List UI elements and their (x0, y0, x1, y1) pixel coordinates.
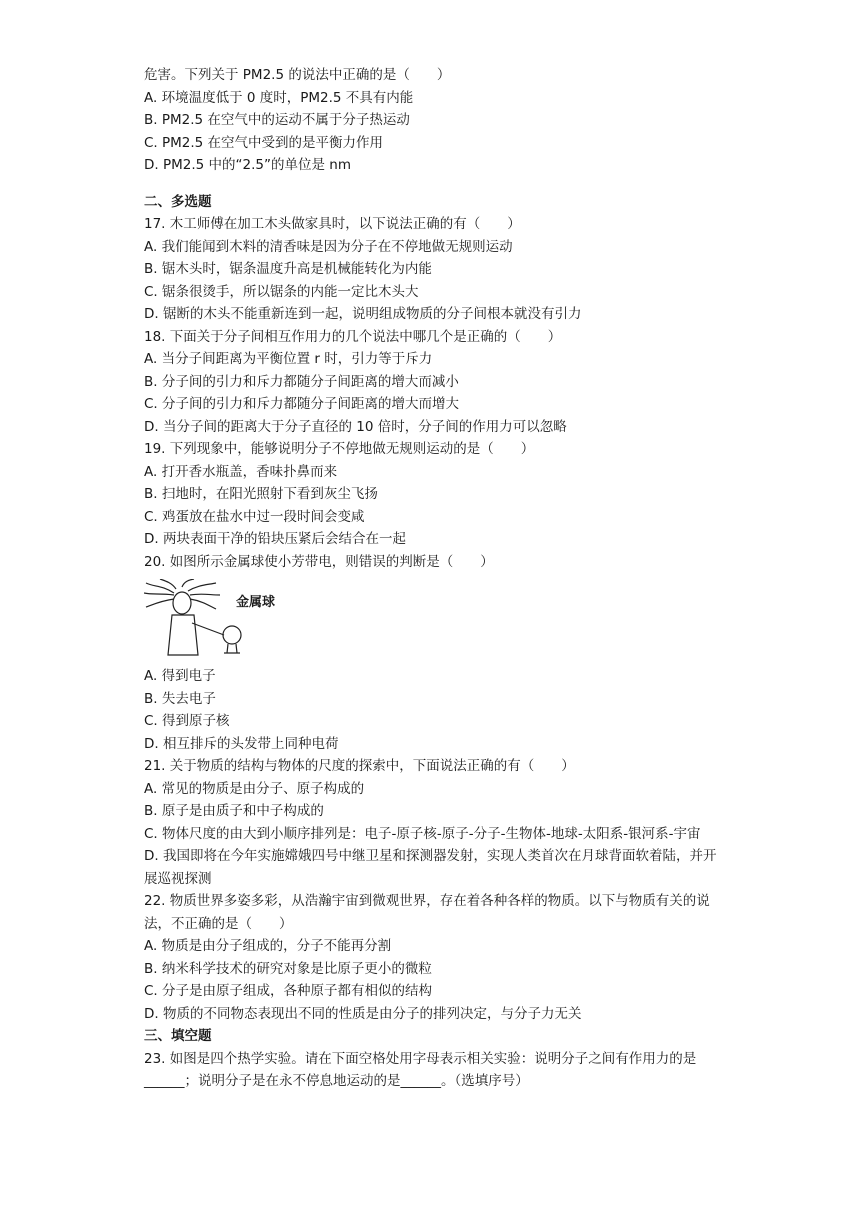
q18-option-c: C. 分子间的引力和斥力都随分子间距离的增大而增大 (144, 396, 460, 412)
q17-option-a: A. 我们能闻到木料的清香味是因为分子在不停地做无规则运动 (144, 238, 513, 255)
q18-option-d: D. 当分子间的距离大于分子直径的 10 倍时，分子间的作用力可以忽略 (144, 418, 567, 435)
exam-page (144, 64, 724, 1093)
q22-option-b: B. 纳米科学技术的研究对象是比原子更小的微粒 (144, 960, 432, 977)
option-b: B. PM2.5 在空气中的运动不属于分子热运动 (144, 112, 410, 128)
q20-option-b: B. 失去电子 (144, 690, 216, 707)
q17-option-c: C. 锯条很烫手，所以锯条的内能一定比木头大 (144, 283, 419, 300)
q19-option-a: A. 打开香水瓶盖，香味扑鼻而来 (144, 463, 338, 480)
q20-option-a: A. 得到电子 (144, 668, 216, 684)
q21-option-d: D. 我国即将在今年实施嫦娥四号中继卫星和探测器发射，实现人类首次在月球背面软着陆，并开展巡视探测 (144, 848, 717, 887)
question-20-stem: 20. 如图所示金属球使小芳带电，则错误的判断是（ ） (144, 553, 494, 570)
q20-option-d: D. 相互排斥的头发带上同种电荷 (144, 735, 339, 752)
q21-option-c: C. 物体尺度的由大到小顺序排列是：电子-原子核-原子-分子-生物体-地球-太阳系-银河系-宇宙 (144, 825, 701, 842)
metal-ball-label: 金属球 (236, 595, 276, 610)
section-title-fill-in: 三、填空题 (144, 1028, 212, 1044)
q17-option-b: B. 锯木头时，锯条温度升高是机械能转化为内能 (144, 261, 432, 277)
question-stem-continuation: 危害。下列关于 PM2.5 的说法中正确的是（ ） (144, 67, 451, 83)
q22-option-d: D. 物质的不同物态表现出不同的性质是由分子的排列决定，与分子力无关 (144, 1005, 582, 1022)
question-23-stem: 23. 如图是四个热学实验。请在下面空格处用字母表示相关实验：说明分子之间有作用力的是______；说明分子是在永不停息地运动的是______。（选填序号） (144, 1050, 697, 1089)
girl-metal-ball-figure (144, 579, 294, 659)
q19-option-d: D. 两块表面干净的铅块压紧后会结合在一起 (144, 531, 406, 547)
question-18-stem: 18. 下面关于分子间相互作用力的几个说法中哪几个是正确的（ ） (144, 328, 562, 345)
option-c: C. PM2.5 在空气中受到的是平衡力作用 (144, 134, 384, 151)
q20-option-c: C. 得到原子核 (144, 713, 230, 729)
q19-option-c: C. 鸡蛋放在盐水中过一段时间会变咸 (144, 508, 365, 525)
section-title-multiple-choice: 二、多选题 (144, 193, 212, 210)
question-22-stem: 22. 物质世界多姿多彩，从浩瀚宇宙到微观世界，存在着各种各样的物质。以下与物质有关的说法，不正确的是（ ） (144, 893, 710, 932)
q21-option-a: A. 常见的物质是由分子、原子构成的 (144, 780, 365, 797)
q21-option-b: B. 原子是由质子和中子构成的 (144, 803, 324, 819)
q18-option-b: B. 分子间的引力和斥力都随分子间距离的增大而减小 (144, 373, 459, 390)
q22-option-a: A. 物质是由分子组成的，分子不能再分割 (144, 938, 392, 954)
option-a: A. 环境温度低于 0 度时，PM2.5 不具有内能 (144, 89, 414, 106)
q22-option-c: C. 分子是由原子组成，各种原子都有相似的结构 (144, 983, 433, 999)
question-21-stem: 21. 关于物质的结构与物体的尺度的探索中，下面说法正确的有（ ） (144, 758, 575, 774)
q19-option-b: B. 扫地时，在阳光照射下看到灰尘飞扬 (144, 486, 378, 502)
q18-option-a: A. 当分子间距离为平衡位置 r 时，引力等于斥力 (144, 351, 433, 367)
question-19-stem: 19. 下列现象中，能够说明分子不停地做无规则运动的是（ ） (144, 441, 535, 457)
option-d: D. PM2.5 中的“2.5”的单位是 nm (144, 157, 351, 173)
q17-option-d: D. 锯断的木头不能重新连到一起，说明组成物质的分子间根本就没有引力 (144, 306, 582, 322)
question-17-stem: 17. 木工师傅在加工木头做家具时，以下说法正确的有（ ） (144, 216, 521, 232)
